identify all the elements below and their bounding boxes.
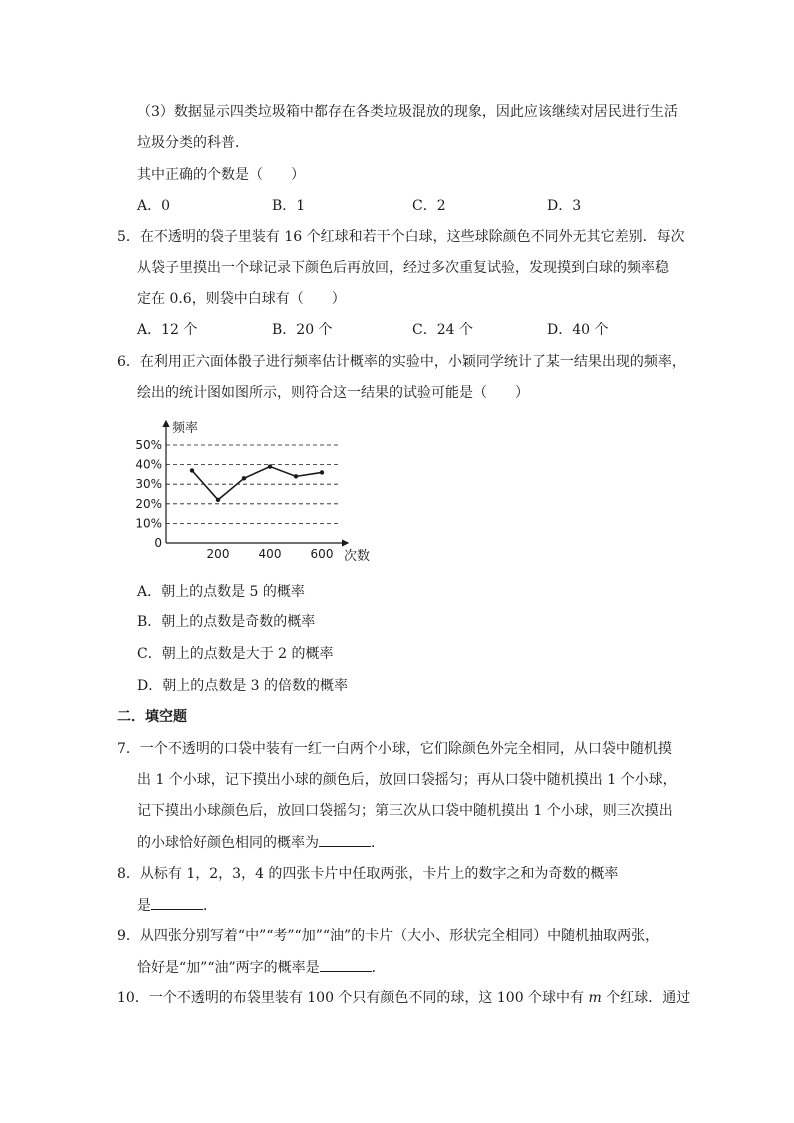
- q9-line2-end: ．: [371, 960, 386, 976]
- q6-option-b: B．朝上的点数是奇数的概率: [137, 614, 316, 630]
- x-tick-label: 600: [310, 547, 334, 561]
- q9-line2: [137, 957, 386, 978]
- q5-option-b: B．20 个: [272, 322, 333, 338]
- q8-line1: 8．从标有 1，2，3，4 的四张卡片中任取两张，卡片上的数字之和为奇数的概率: [117, 866, 619, 882]
- q6-line2: 绘出的统计图如图所示，则符合这一结果的试验可能是（ ）: [137, 385, 529, 401]
- y-tick-label: 20%: [135, 496, 162, 511]
- q7-line3: 记下摸出小球颜色后，放回口袋摇匀；第三次从口袋中随机摸出 1 个小球，则三次摸出: [137, 803, 673, 819]
- data-point: [320, 470, 324, 474]
- q4-option-d: D．3: [547, 198, 582, 214]
- q7-line4: [137, 832, 385, 853]
- q7-line4-end: ．: [371, 835, 385, 851]
- q9-line1: 9．从四张分别写着“中”“考”“加”“油”的卡片（大小、形状完全相同）中随机抽取两张，: [117, 928, 660, 944]
- y-tick-label: 50%: [135, 438, 162, 452]
- q8-line2: [137, 895, 217, 916]
- y-tick-label: 30%: [135, 477, 162, 492]
- q5-line1: 5．在不透明的袋子里装有 16 个红球和若干个白球，这些球除颜色不同外无其它差别．每次: [117, 229, 685, 245]
- data-point: [216, 498, 220, 502]
- q4-option-c: C．2: [412, 198, 446, 214]
- q8-line2-text: 是: [137, 898, 151, 914]
- q5-option-a: A．12 个: [137, 322, 198, 338]
- q10-line1-text: 10．一个不透明的布袋里装有 100 个只有颜色不同的球，这 100 个球中有: [117, 990, 589, 1006]
- q7-answer-blank[interactable]: [319, 832, 371, 847]
- q4-option-a: A．0: [137, 198, 171, 214]
- q5-option-c: C．24 个: [412, 322, 473, 338]
- q7-line1: 7．一个不透明的口袋中装有一红一白两个小球，它们除颜色外完全相同，从口袋中随机摸: [117, 741, 672, 757]
- data-point: [242, 476, 246, 480]
- x-tick-label: 200: [206, 547, 230, 561]
- q4-prompt: 其中正确的个数是（ ）: [137, 167, 305, 183]
- q3-statement-line1: （3）数据显示四类垃圾箱中都存在各类垃圾混放的现象，因此应该继续对居民进行生活: [137, 104, 678, 120]
- y-tick-label: 10%: [135, 516, 162, 531]
- y-axis-label: 频率: [172, 421, 199, 436]
- q10-line1: [117, 988, 690, 1008]
- data-point: [190, 468, 194, 472]
- data-point: [294, 474, 298, 478]
- x-tick-label: 400: [258, 547, 282, 561]
- q8-line2-end: ．: [203, 898, 217, 914]
- x-axis-label: 次数: [344, 549, 371, 564]
- q7-line4-text: 的小球恰好颜色相同的概率为: [137, 835, 319, 851]
- frequency-line-chart: [130, 415, 390, 565]
- q6-option-d: D．朝上的点数是 3 的倍数的概率: [137, 678, 349, 694]
- q10-line1-end: 个红球．通过: [601, 990, 691, 1006]
- q6-line1: 6．在利用正六面体骰子进行频率估计概率的实验中，小颖同学统计了某一结果出现的频率，: [117, 354, 686, 370]
- q7-line2: 出 1 个小球，记下摸出小球的颜色后，放回口袋摇匀；再从口袋中随机摸出 1 个小球，: [137, 772, 677, 788]
- q8-answer-blank[interactable]: [151, 895, 203, 910]
- q5-line3: 定在 0.6，则袋中白球有（ ）: [137, 291, 346, 307]
- y-tick-label: 40%: [135, 457, 162, 472]
- frequency-series-line: [192, 467, 322, 500]
- q5-line2: 从袋子里摸出一个球记录下颜色后再放回，经过多次重复试验，发现摸到白球的频率稳: [137, 260, 669, 276]
- section-title-fill-in: 二．填空题: [117, 709, 187, 725]
- q10-variable-m: m: [588, 990, 602, 1006]
- y-tick-label: 0: [154, 536, 162, 550]
- data-point: [268, 464, 272, 468]
- q9-line2-text: 恰好是“加”“油”两字的概率是: [137, 960, 320, 976]
- q3-statement-line2: 垃圾分类的科普．: [137, 135, 249, 151]
- q6-option-a: A．朝上的点数是 5 的概率: [137, 584, 305, 600]
- q6-option-c: C．朝上的点数是大于 2 的概率: [137, 646, 334, 662]
- q5-option-d: D．40 个: [547, 322, 609, 338]
- q9-answer-blank[interactable]: [320, 957, 372, 972]
- q4-option-b: B．1: [272, 198, 306, 214]
